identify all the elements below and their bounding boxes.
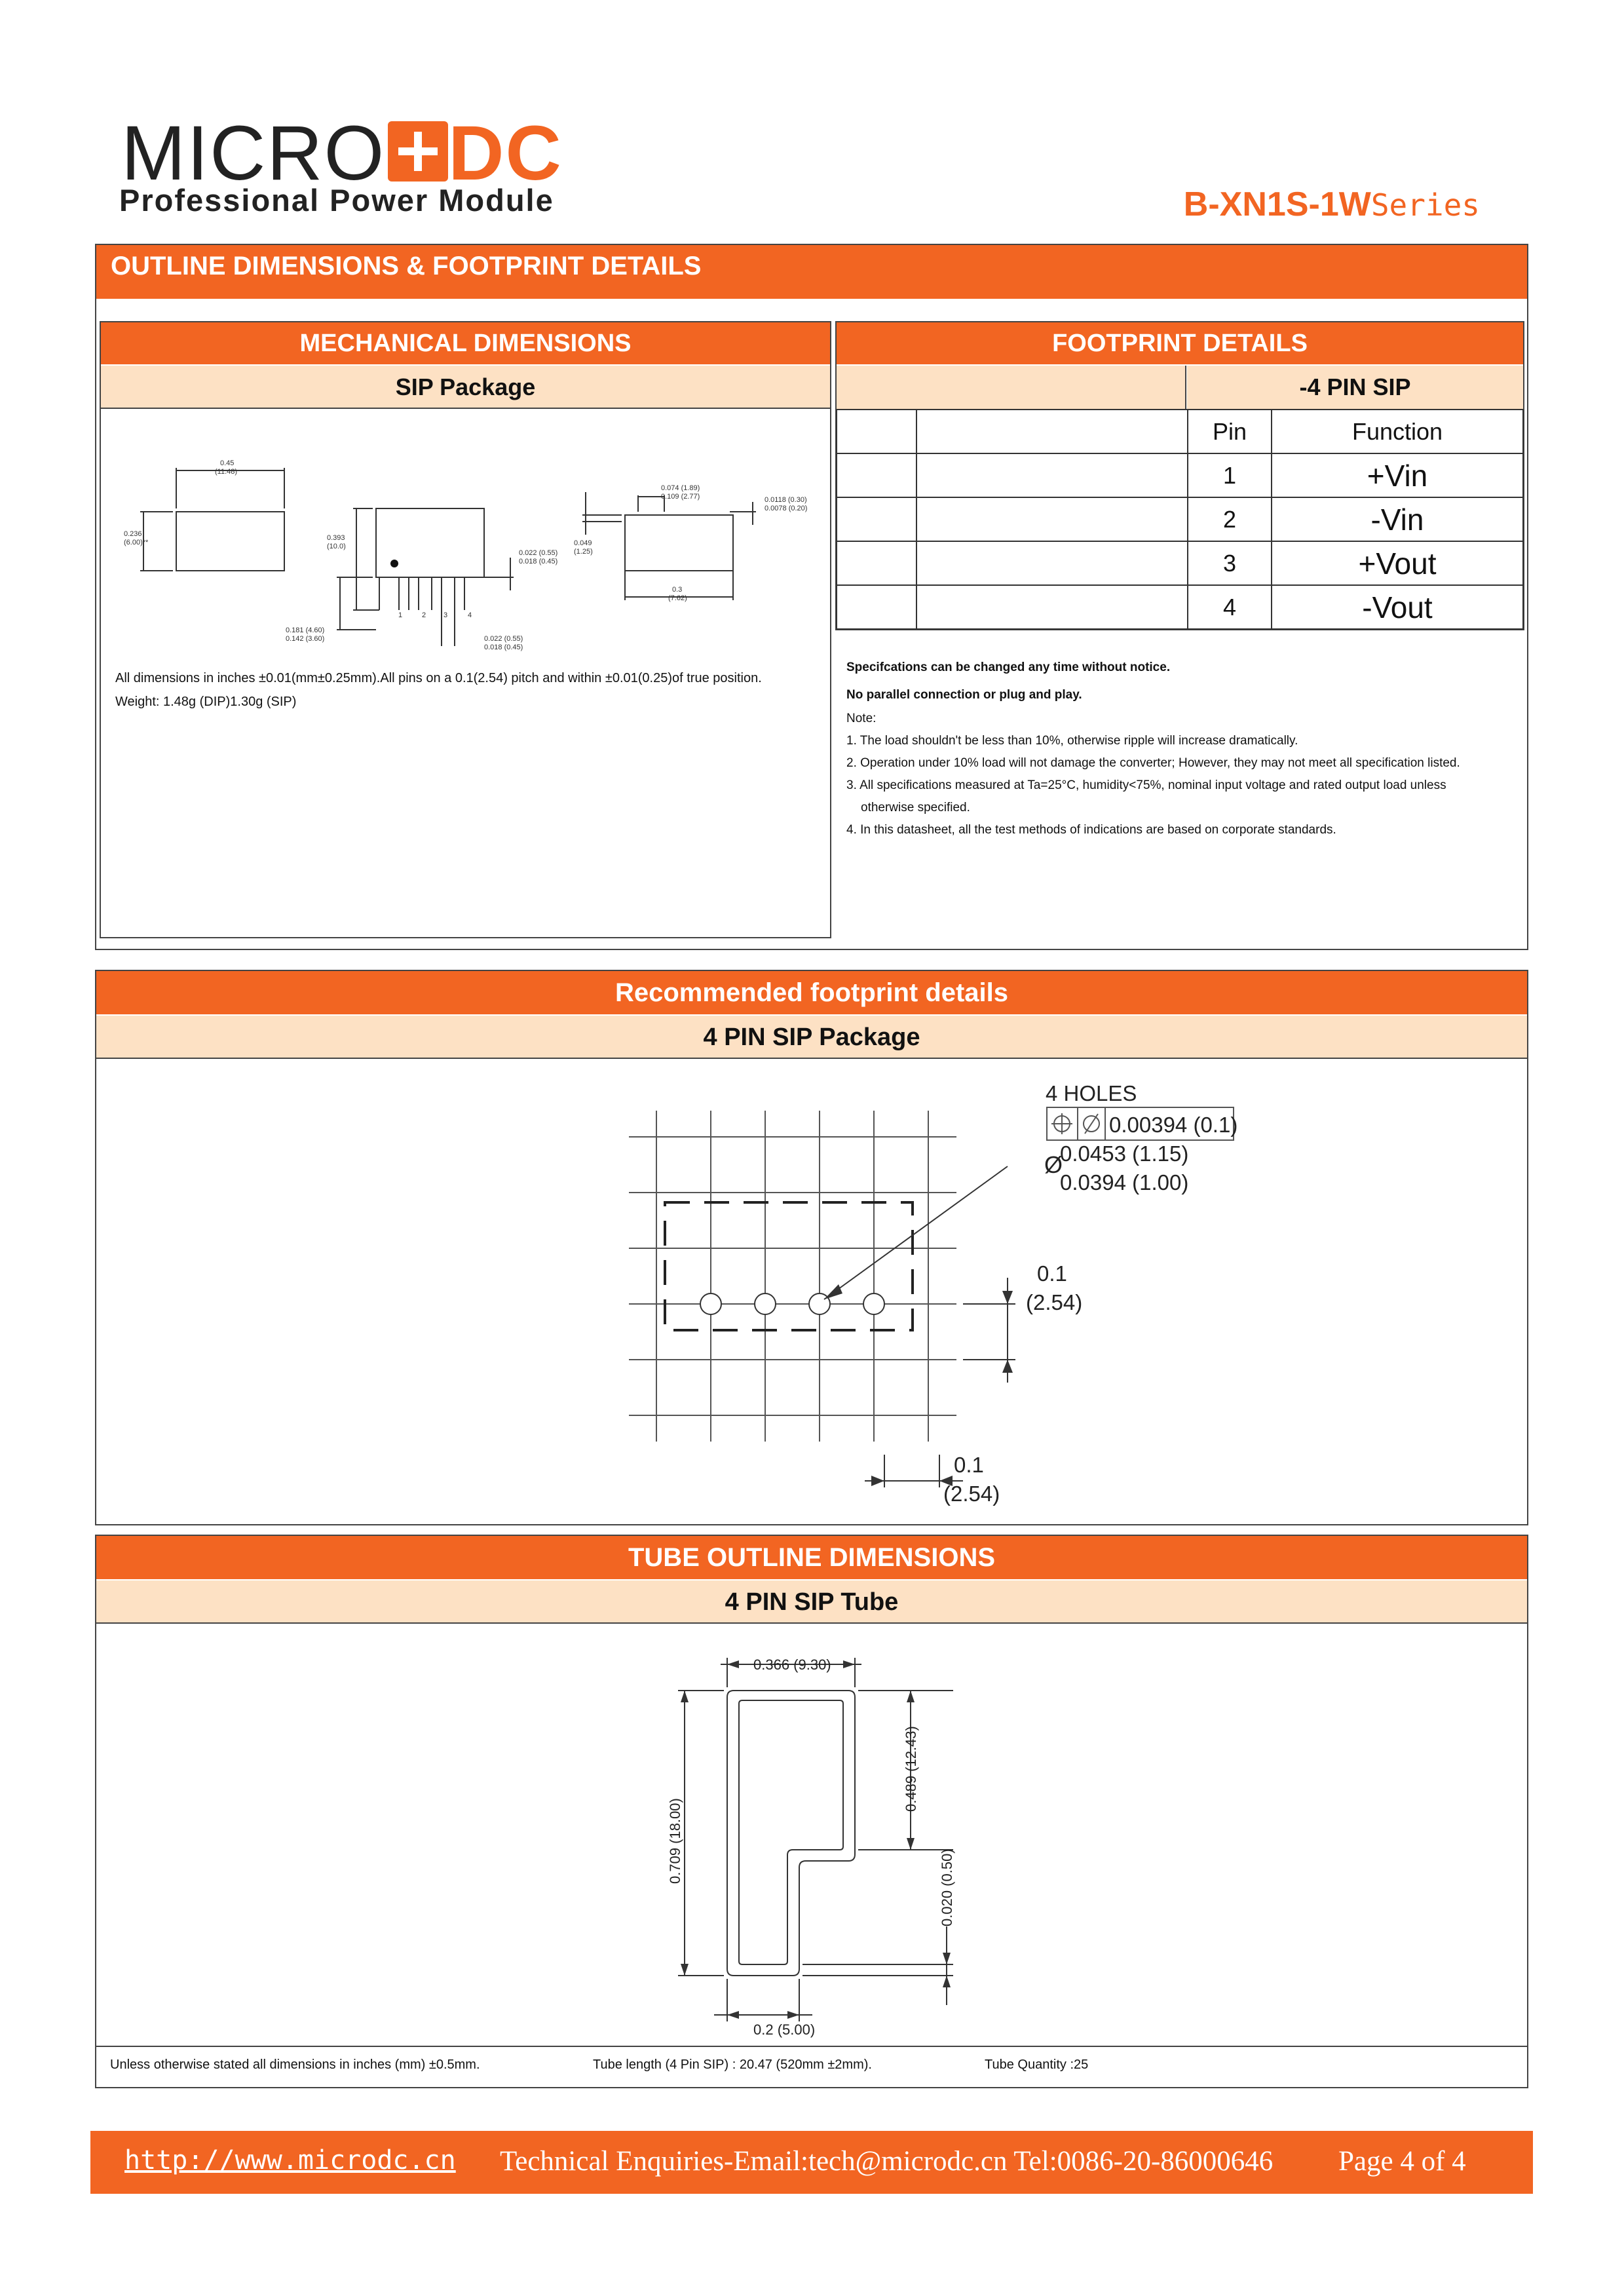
logo-plus-icon bbox=[388, 121, 448, 182]
dim-width-top-mm: (11.48) bbox=[215, 468, 238, 476]
parallel-notice: No parallel connection or plug and play. bbox=[846, 688, 1082, 702]
note-4: 4. In this datasheet, all the test methods of indications are based on corporate standards. bbox=[846, 823, 1336, 837]
pin-number-4: 4 bbox=[468, 611, 472, 619]
dim-pin-width-1: 0.022 (0.55) bbox=[519, 549, 558, 557]
diameter-icon bbox=[1084, 1114, 1099, 1134]
tube-section-subtitle: 4 PIN SIP Tube bbox=[96, 1580, 1527, 1624]
logo-micro: MICRO bbox=[121, 110, 386, 197]
tube-wall-thickness: 0.020 (0.50) bbox=[939, 1848, 955, 1926]
dim-height-left-mm: (6.00)** bbox=[124, 539, 149, 546]
position-tolerance-value: 0.00394 (0.1) bbox=[1109, 1113, 1238, 1137]
pitch-horizontal-value: 0.1 bbox=[954, 1453, 984, 1477]
dim-height-mid: 0.393 bbox=[327, 534, 345, 542]
pin-cell: 2 bbox=[1188, 497, 1272, 541]
tube-height-left: 0.709 (18.00) bbox=[667, 1798, 683, 1884]
grid-lines bbox=[629, 1111, 956, 1442]
pin-cell: 1 bbox=[1188, 453, 1272, 497]
dim-height-mid-mm: (10.0) bbox=[327, 543, 346, 550]
footprint-subtitle: -4 PIN SIP bbox=[1187, 366, 1523, 409]
tube-dimension-note: Unless otherwise stated all dimensions in inches (mm) ±0.5mm. bbox=[110, 2057, 480, 2072]
tube-inner-profile bbox=[739, 1700, 843, 1964]
note-3-cont: otherwise specified. bbox=[861, 801, 970, 814]
pin1-marker-dot bbox=[390, 560, 398, 567]
website-link[interactable]: http://www.microdc.cn bbox=[124, 2145, 456, 2175]
dim-height-left: 0.236 bbox=[124, 530, 142, 538]
dim-pin-length-2: 0.142 (3.60) bbox=[286, 635, 325, 643]
dim-pin-bottom-2: 0.018 (0.45) bbox=[484, 643, 523, 651]
tube-outer-profile bbox=[727, 1691, 855, 1976]
tube-quantity-note: Tube Quantity :25 bbox=[985, 2057, 1089, 2072]
pin-hole-1 bbox=[700, 1293, 721, 1314]
dim-side-4: 0.0078 (0.20) bbox=[765, 505, 808, 512]
pin-hole-2 bbox=[755, 1293, 776, 1314]
tube-width-bottom: 0.2 (5.00) bbox=[753, 2021, 816, 2038]
tube-outline-drawing bbox=[642, 1638, 996, 2038]
col-function-header: Function bbox=[1272, 410, 1523, 453]
dim-side-2: 0.109 (2.77) bbox=[661, 493, 700, 501]
dim-side-1: 0.074 (1.89) bbox=[661, 484, 700, 492]
pin-cell: 4 bbox=[1188, 585, 1272, 629]
module-front-view bbox=[176, 512, 284, 571]
page-footer bbox=[90, 2131, 1533, 2194]
module-end-view bbox=[625, 515, 733, 571]
holes-label: 4 HOLES bbox=[1046, 1081, 1137, 1105]
mechanical-note-1: All dimensions in inches ±0.01(mm±0.25mm).All pins on a 0.1(2.54) pitch and within ±0.01(0.25)of true position. bbox=[115, 671, 762, 685]
dim-width-top: 0.45 bbox=[220, 459, 235, 467]
recommended-footprint-subtitle: 4 PIN SIP Package bbox=[96, 1016, 1527, 1059]
hole-diameter-max: 0.0453 (1.15) bbox=[1060, 1141, 1189, 1166]
footprint-subtitle-left bbox=[837, 366, 1186, 409]
footprint-drawing bbox=[590, 1075, 1310, 1507]
table-row bbox=[837, 453, 1523, 497]
pin-number-2: 2 bbox=[422, 611, 426, 619]
sip-package-subtitle: SIP Package bbox=[101, 366, 830, 409]
mechanical-drawing bbox=[101, 410, 830, 659]
spec-notice: Specifcations can be changed any time without notice. bbox=[846, 660, 1171, 674]
module-side-view bbox=[376, 508, 484, 577]
tube-height-right: 0.489 (12.43) bbox=[903, 1726, 919, 1812]
hole-diameter-min: 0.0394 (1.00) bbox=[1060, 1170, 1189, 1195]
note-1: 1. The load shouldn't be less than 10%, otherwise ripple will increase dramatically. bbox=[846, 734, 1298, 748]
table-row bbox=[837, 585, 1523, 629]
pin-hole-4 bbox=[863, 1293, 884, 1314]
series-title bbox=[1184, 185, 1480, 224]
dim-side-3: 0.0118 (0.30) bbox=[765, 496, 807, 504]
tube-length-note: Tube length (4 Pin SIP) : 20.47 (520mm ±2mm). bbox=[593, 2057, 872, 2072]
col-pin-header: Pin bbox=[1188, 410, 1272, 453]
table-row bbox=[837, 541, 1523, 585]
dim-side-width: 0.3 bbox=[672, 586, 683, 594]
footprint-title: FOOTPRINT DETAILS bbox=[837, 322, 1523, 364]
tube-section-title: TUBE OUTLINE DIMENSIONS bbox=[96, 1536, 1527, 1579]
pin-number-3: 3 bbox=[444, 611, 448, 619]
dim-pin-width-2: 0.018 (0.45) bbox=[519, 558, 558, 565]
pin-cell: 3 bbox=[1188, 541, 1272, 585]
series-suffix: Series bbox=[1370, 187, 1480, 223]
function-cell: -Vin bbox=[1272, 497, 1523, 541]
series-name: B-XN1S-1W bbox=[1183, 185, 1371, 223]
function-cell: -Vout bbox=[1272, 585, 1523, 629]
pin-function-table bbox=[836, 409, 1524, 630]
logo-dc: DC bbox=[448, 110, 563, 197]
pitch-vertical-mm: (2.54) bbox=[1026, 1290, 1083, 1314]
tagline: Professional Power Module bbox=[119, 183, 554, 218]
tube-width-top: 0.366 (9.30) bbox=[753, 1656, 831, 1673]
mechanical-note-weight: Weight: 1.48g (DIP)1.30g (SIP) bbox=[115, 695, 297, 709]
pitch-horizontal-mm: (2.54) bbox=[943, 1482, 1000, 1506]
diameter-symbol: Ø bbox=[1044, 1151, 1063, 1178]
pin-number-1: 1 bbox=[398, 611, 403, 619]
note-label: Note: bbox=[846, 712, 877, 725]
pitch-vertical-value: 0.1 bbox=[1037, 1261, 1067, 1286]
function-cell: +Vout bbox=[1272, 541, 1523, 585]
function-cell: +Vin bbox=[1272, 453, 1523, 497]
dim-side-height: 0.049 bbox=[574, 539, 592, 547]
contact-info: Technical Enquiries-Email:tech@microdc.cn Tel:0086-20-86000646 bbox=[500, 2146, 1274, 2177]
dim-side-height-mm: (1.25) bbox=[574, 548, 593, 556]
recommended-footprint-title: Recommended footprint details bbox=[96, 971, 1527, 1014]
outline-section-title: OUTLINE DIMENSIONS & FOOTPRINT DETAILS bbox=[96, 245, 1527, 299]
dim-pin-length-1: 0.181 (4.60) bbox=[286, 626, 325, 634]
mechanical-title: MECHANICAL DIMENSIONS bbox=[101, 322, 830, 364]
dim-side-width-mm: (7.62) bbox=[668, 594, 687, 602]
position-tolerance-icon bbox=[1051, 1113, 1072, 1134]
dim-pin-bottom-1: 0.022 (0.55) bbox=[484, 635, 523, 643]
note-3: 3. All specifications measured at Ta=25°C, humidity<75%, nominal input voltage and rated output load unless bbox=[846, 778, 1446, 792]
table-row bbox=[837, 497, 1523, 541]
table-header-row bbox=[837, 410, 1523, 453]
note-2: 2. Operation under 10% load will not damage the converter; However, they may not meet all specification listed. bbox=[846, 756, 1460, 770]
tube-footer-divider bbox=[96, 2046, 1527, 2047]
page-number: Page 4 of 4 bbox=[1338, 2146, 1466, 2177]
